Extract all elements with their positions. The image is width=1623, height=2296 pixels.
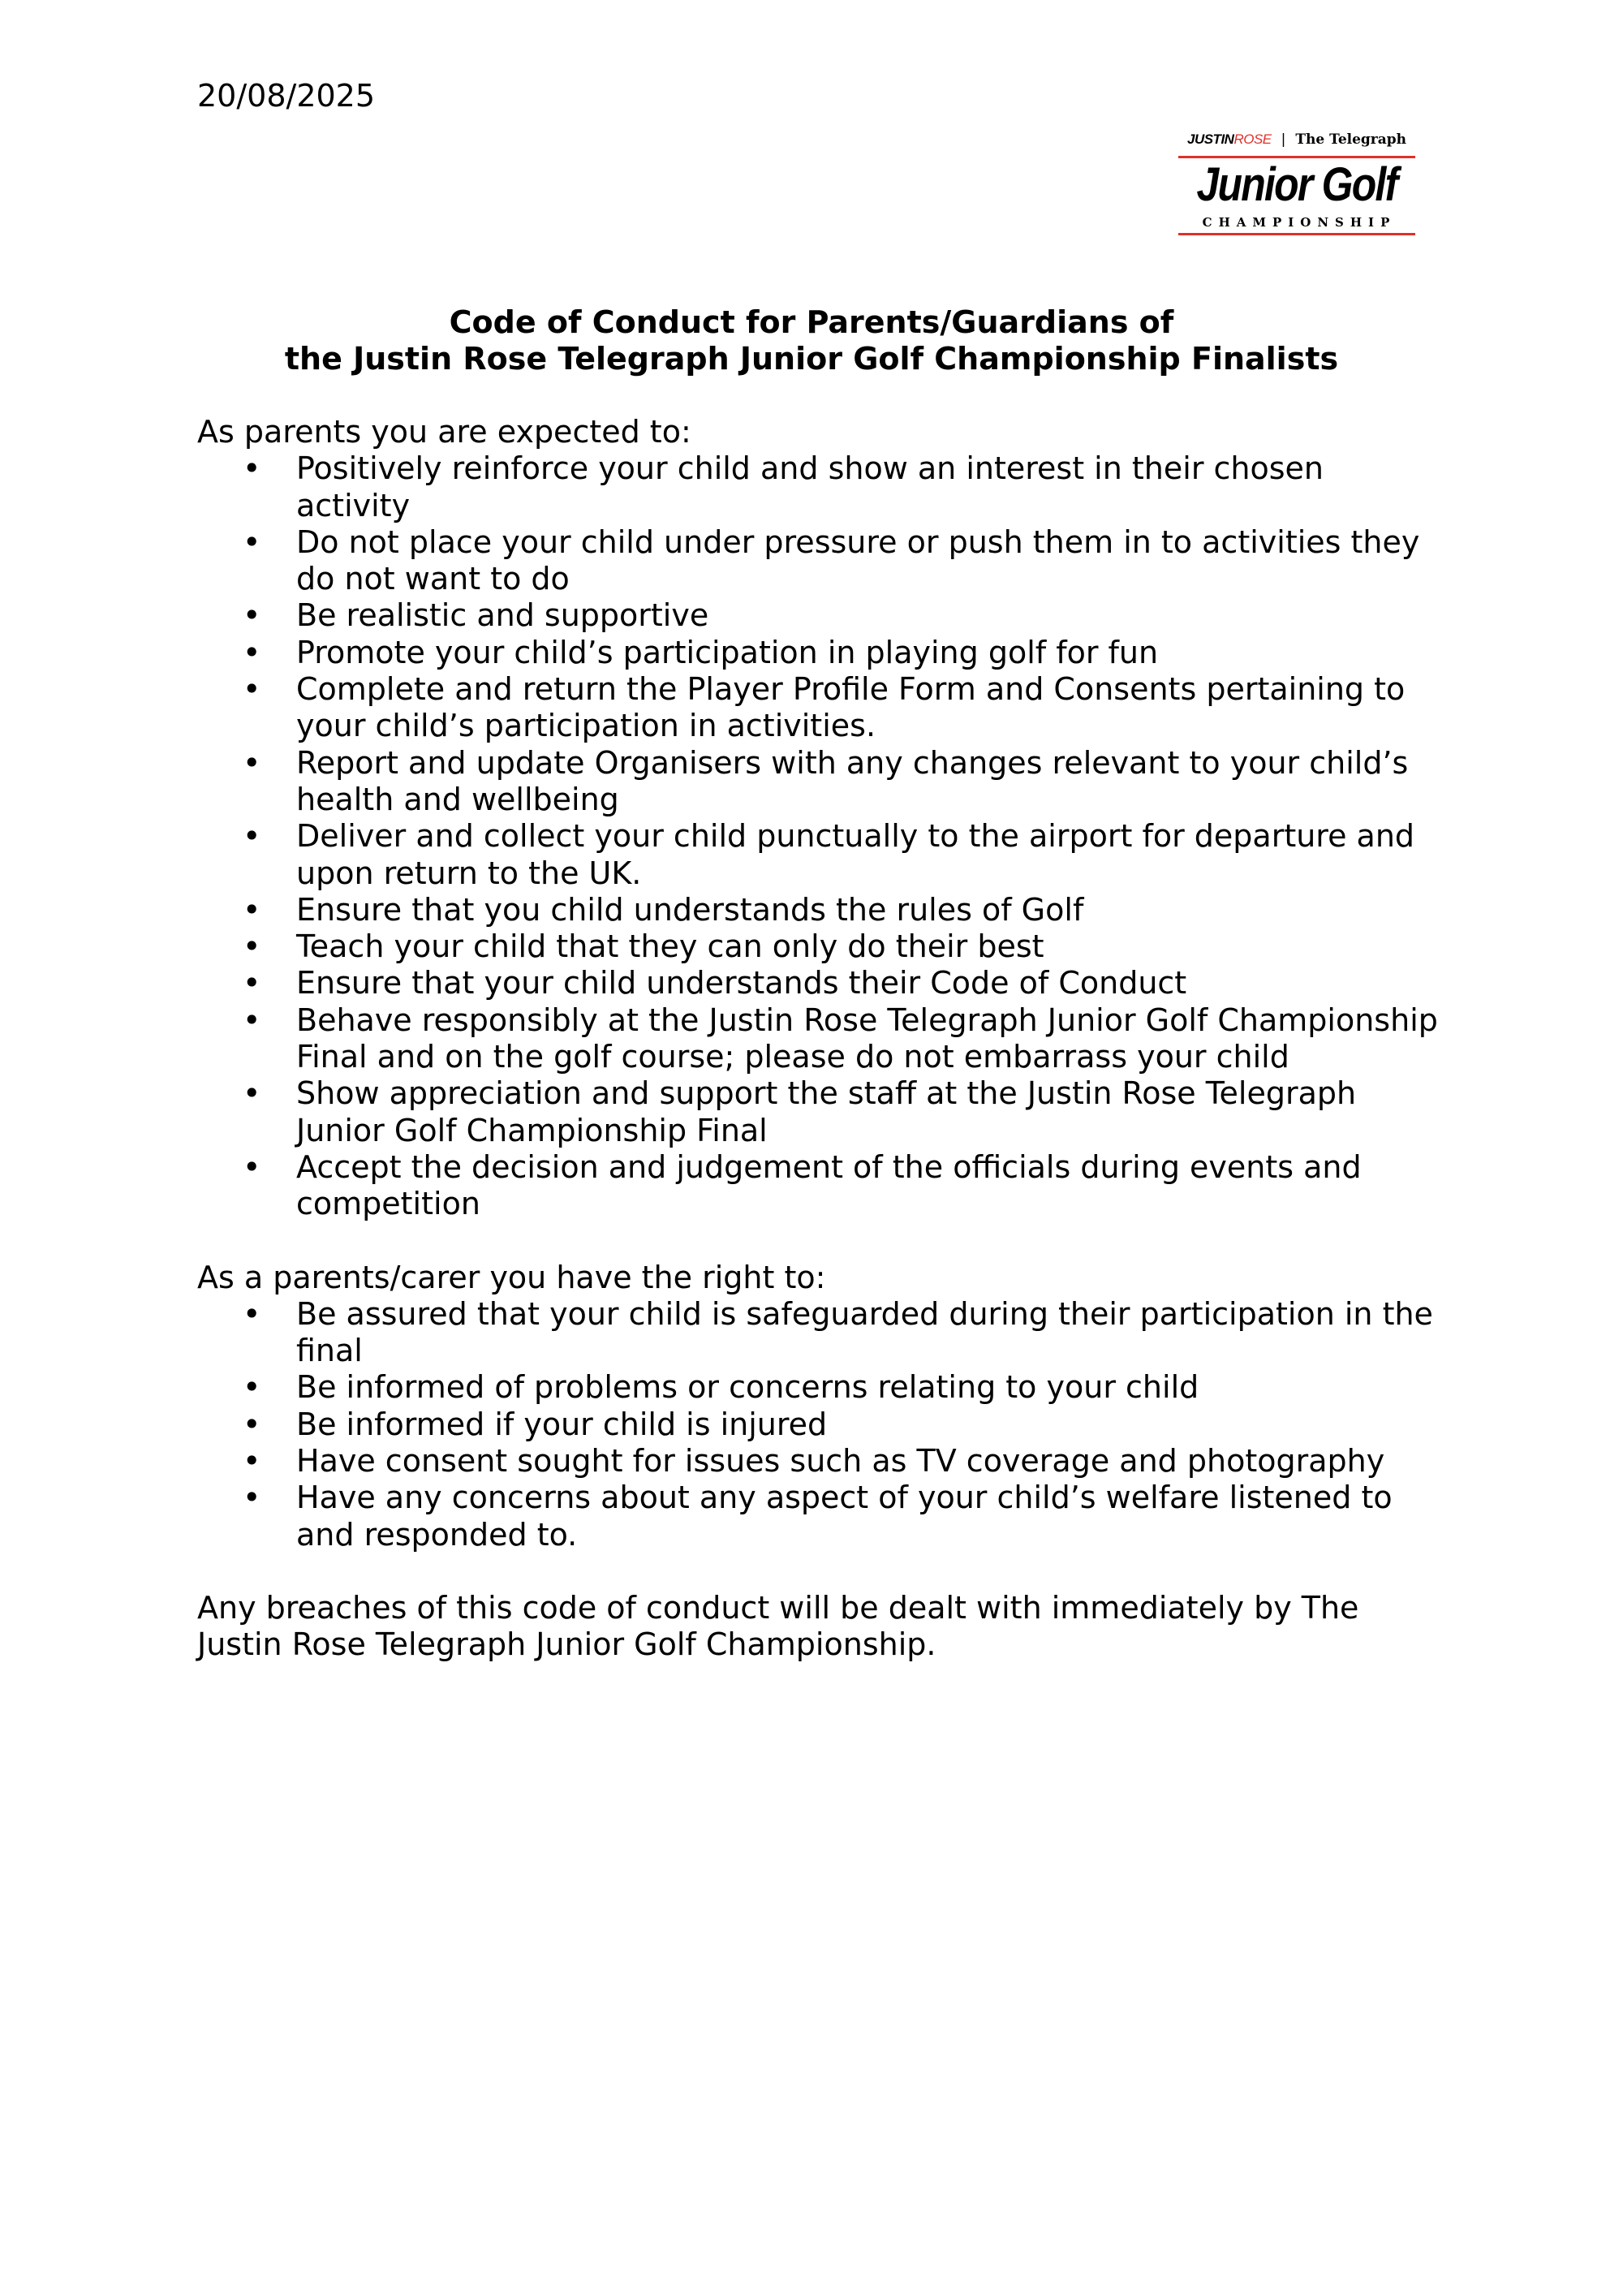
logo-sponsor-row (1167, 123, 1427, 156)
list-item: • Complete and return the Player Profile Form and Consents pertaining to your child’s participation in activities. (296, 671, 1447, 745)
list-item: • Be informed if your child is injured (296, 1406, 1447, 1443)
logo-justin-text: JUSTIN (1186, 131, 1234, 147)
logo-junior-golf: Junior Golf (1196, 158, 1397, 211)
rights-intro: As a parents/carer you have the right to: (197, 1259, 826, 1295)
logo-telegraph: The Telegraph (1295, 131, 1407, 148)
logo-championship: CHAMPIONSHIP (1202, 215, 1397, 230)
document-body (197, 414, 1447, 1664)
title-line-1: Code of Conduct for Parents/Guardians of (449, 304, 1174, 340)
list-item: • Positively reinforce your child and show an interest in their chosen activity (296, 450, 1447, 524)
list-item: • Ensure that you child understands the rules of Golf (296, 892, 1447, 928)
section-spacer (197, 1223, 1447, 1260)
rights-list (197, 1296, 1447, 1553)
section-spacer (197, 1553, 1447, 1590)
list-item: • Teach your child that they can only do their best (296, 928, 1447, 965)
list-item: • Promote your child’s participation in playing golf for fun (296, 635, 1447, 671)
list-item: • Behave responsibly at the Justin Rose Telegraph Junior Golf Championship Final and on the golf course; please do not embarrass your child (296, 1002, 1447, 1076)
logo-bottom-rule (1178, 233, 1415, 235)
list-item: • Be realistic and supportive (296, 597, 1447, 634)
list-item: • Do not place your child under pressure or push them in to activities they do not want to do (296, 524, 1447, 598)
list-item: • Deliver and collect your child punctually to the airport for departure and upon return to the UK. (296, 818, 1447, 892)
list-item: • Report and update Organisers with any changes relevant to your child’s health and wellbeing (296, 745, 1447, 819)
list-item: • Be assured that your child is safeguarded during their participation in the final (296, 1296, 1447, 1370)
expected-list (197, 450, 1447, 1222)
page-title (0, 304, 1623, 377)
list-item: • Ensure that your child understands their Code of Conduct (296, 965, 1447, 1002)
document-date: 20/08/2025 (197, 78, 376, 114)
logo-rose-text: ROSE (1233, 131, 1272, 147)
list-item: • Have consent sought for issues such as TV coverage and photography (296, 1443, 1447, 1480)
logo-justin-rose (1187, 131, 1272, 148)
championship-logo (1167, 123, 1427, 247)
list-item: • Be informed of problems or concerns relating to your child (296, 1369, 1447, 1406)
logo-separator: | (1281, 131, 1286, 148)
list-item: • Have any concerns about any aspect of your child’s welfare listened to and responded to. (296, 1480, 1447, 1553)
expected-intro: As parents you are expected to: (197, 414, 691, 450)
list-item: • Show appreciation and support the staff at the Justin Rose Telegraph Junior Golf Championship Final (296, 1075, 1447, 1149)
list-item: • Accept the decision and judgement of the officials during events and competition (296, 1149, 1447, 1223)
closing-statement: Any breaches of this code of conduct will be dealt with immediately by The Justin Rose Telegraph Junior Golf Championship. (197, 1589, 1359, 1663)
title-line-2: the Justin Rose Telegraph Junior Golf Championship Finalists (284, 341, 1339, 377)
